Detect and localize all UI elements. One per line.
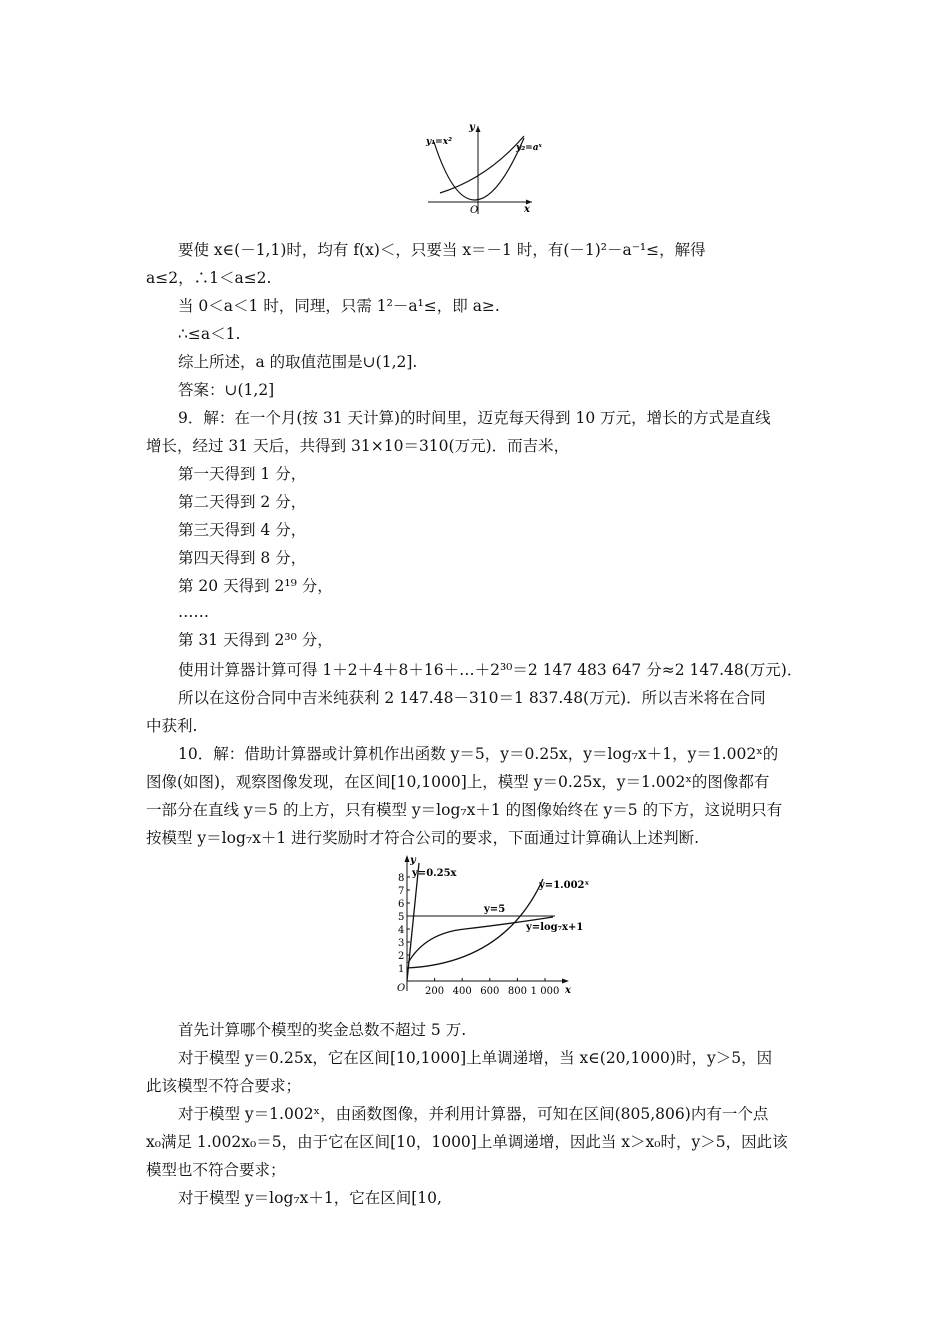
curve-linear — [407, 863, 419, 981]
y-axis-arrow — [405, 855, 410, 862]
label-const: y=5 — [484, 904, 506, 915]
y-tick-label: 4 — [398, 925, 405, 936]
label-log: y=log₇x+1 — [526, 922, 584, 933]
text-line: 按模型 y＝log₇x＋1 进行奖励时才符合公司的要求，下面通过计算确认上述判断. — [146, 829, 700, 847]
y-ticks — [398, 873, 410, 975]
text-line: 增长，经过 31 天后，共得到 31×10＝310(万元)．而吉米， — [146, 437, 570, 455]
x-tick-label: 400 — [452, 986, 472, 997]
text-line: 对于模型 y＝log₇x＋1，它在区间[10, — [178, 1189, 442, 1207]
y-tick-label: 3 — [398, 938, 405, 949]
text-line: 综上所述，a 的取值范围是∪(1,2]. — [178, 353, 418, 371]
text-line: 第四天得到 8 分， — [178, 549, 307, 567]
y-axis-label: y — [469, 122, 475, 133]
x-tick-label: 1 000 — [530, 986, 560, 997]
curve-exponential — [407, 879, 543, 968]
text-line: 对于模型 y＝1.002ˣ，由函数图像，并利用计算器，可知在区间(805,806)内有一个点 — [178, 1105, 769, 1123]
text-line: 中获利. — [146, 717, 198, 735]
figure-parabola-exponential — [420, 118, 540, 218]
curve1-label: y₁=x² — [426, 137, 453, 147]
text-line: 要使 x∈(－1,1)时，均有 f(x)＜，只要当 x＝－1 时，有(－1)²－a⁻¹≤，解得 — [178, 241, 706, 259]
text-line: a≤2，∴1＜a≤2. — [146, 269, 272, 287]
y-axis-label: y — [410, 855, 416, 866]
text-line: x₀满足 1.002x₀＝5，由于它在区间[10，1000]上单调递增，因此当 x＞x₀时，y＞5，因此该 — [146, 1133, 788, 1151]
text-line: 第 20 天得到 2¹⁹ 分， — [178, 577, 333, 595]
text-line: 第一天得到 1 分， — [178, 465, 307, 483]
y-tick-label: 2 — [398, 951, 405, 962]
x-tick-label: 200 — [425, 986, 445, 997]
x-tick-label: 600 — [480, 986, 500, 997]
text-line: 答案：∪(1,2] — [178, 381, 275, 399]
y-tick-label: 5 — [398, 912, 405, 923]
text-line: ∴≤a＜1. — [178, 325, 241, 343]
x-tick-label: 800 — [507, 986, 527, 997]
text-line: 所以在这份合同中吉米纯获利 2 147.48－310＝1 837.48(万元)．所以吉米将在合同 — [178, 689, 766, 707]
text-line: 此该模型不符合要求； — [146, 1077, 302, 1095]
text-line: 9．解：在一个月(按 31 天计算)的时间里，迈克每天得到 10 万元，增长的方式是直线 — [178, 409, 771, 427]
y-axis-arrow — [476, 126, 481, 132]
text-line: 第三天得到 4 分， — [178, 521, 307, 539]
x-axis-label: x — [565, 985, 571, 996]
origin-label: O — [397, 983, 406, 994]
text-line: 使用计算器计算可得 1＋2＋4＋8＋16＋…＋2³⁰＝2 147 483 647 分≈2 147.48(万元)． — [178, 661, 803, 679]
origin-label: O — [470, 205, 479, 216]
text-line: 当 0＜a＜1 时，同理，只需 1²－a¹≤，即 a≥. — [178, 297, 500, 315]
text-line: 第 31 天得到 2³⁰ 分， — [178, 631, 333, 649]
x-axis-label: x — [524, 204, 530, 215]
y-tick-label: 1 — [398, 964, 405, 975]
x-axis-arrow — [562, 979, 569, 984]
text-line: 图像(如图)，观察图像发现，在区间[10,1000]上，模型 y＝0.25x，y＝1.002ˣ的图像都有 — [146, 773, 770, 791]
y-tick-label: 7 — [398, 886, 405, 897]
text-line: 一部分在直线 y＝5 的上方，只有模型 y＝log₇x＋1 的图像始终在 y＝5 的下方，这说明只有 — [146, 801, 783, 819]
figure-reward-models — [385, 853, 590, 1003]
text-line: 10．解：借助计算器或计算机作出函数 y＝5，y＝0.25x，y＝log₇x＋1，y＝1.002ˣ的 — [178, 745, 779, 763]
text-line: 首先计算哪个模型的奖金总数不超过 5 万. — [178, 1021, 467, 1039]
text-line: …… — [178, 603, 209, 621]
text-line: 第二天得到 2 分， — [178, 493, 307, 511]
y-tick-label: 8 — [398, 873, 405, 884]
text-line: 模型也不符合要求； — [146, 1161, 286, 1179]
label-exp: y=1.002ˣ — [539, 880, 590, 891]
label-linear: y=0.25x — [412, 868, 457, 879]
curve2-label: y₂=aˣ — [516, 143, 542, 153]
text-line: 对于模型 y＝0.25x，它在区间[10,1000]上单调递增，当 x∈(20,1000)时，y＞5，因 — [178, 1049, 773, 1067]
y-tick-label: 6 — [398, 899, 405, 910]
